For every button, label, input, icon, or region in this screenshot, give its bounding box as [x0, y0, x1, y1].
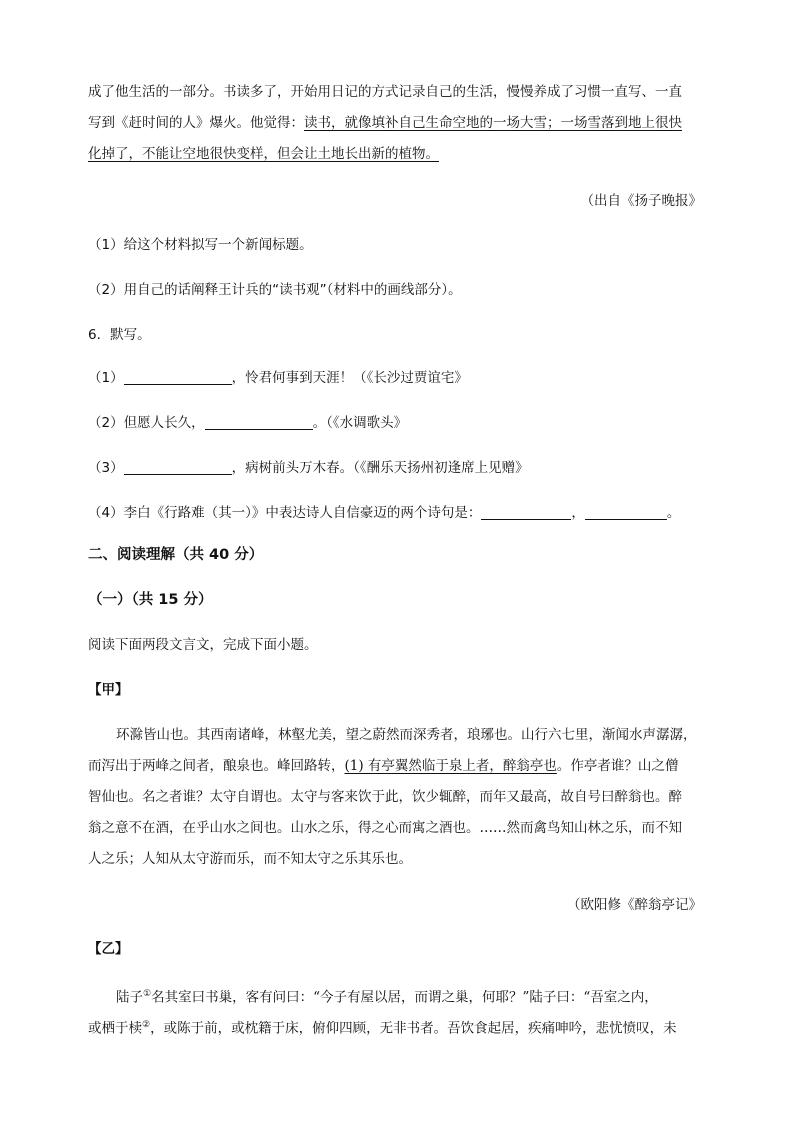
- jia-line-4: 翁之意不在酒，在乎山水之间也。山水之乐，得之心而寓之酒也。……然而禽鸟知山林之乐，而不知: [88, 820, 682, 836]
- passage-line-2-plain: 写到《赶时间的人》爆火。他觉得：: [88, 115, 304, 131]
- jia-label: 【甲】: [88, 682, 129, 698]
- passage-source: （出自《扬子晚报》: [580, 193, 702, 209]
- blank-1[interactable]: [124, 370, 232, 385]
- yi-line-1-a: 陆子: [116, 989, 143, 1006]
- q6-item-1: [88, 368, 468, 388]
- q6-item-2-suffix: 。（《水调歌头》: [312, 415, 408, 431]
- note-marker-2: ②: [142, 1020, 151, 1030]
- q5-item-1: （1）给这个材料拟写一个新闻标题。: [88, 237, 313, 253]
- q6-item-2-prefix: （2）但愿人长久，: [88, 415, 205, 431]
- passage-line-2: [88, 113, 682, 133]
- jia-line-5: 人之乐；人知从太守游而乐，而不知太守之乐其乐也。: [88, 851, 412, 867]
- reading-instruction: 阅读下面两段文言文，完成下面小题。: [88, 637, 318, 653]
- jia-line-2-b: 。作亭者谁？山之僧: [556, 758, 679, 774]
- passage-line-1: 成了他生活的一部分。书读多了，开始用日记的方式记录自己的生活，慢慢养成了习惯一直写、一直: [88, 84, 682, 100]
- jia-line-2-a: 而泻出于两峰之间者，酿泉也。峰回路转，: [88, 758, 345, 774]
- q6-item-4-suffix: 。: [666, 505, 681, 521]
- yi-line-1-b: 名其室曰书巢，客有问曰：“今子有屋以居，而谓之巢，何耶？”陆子曰：“吾室之内，: [151, 989, 658, 1006]
- yi-line-2: [88, 1015, 677, 1039]
- jia-line-3: 智仙也。名之者谁？太守自谓也。太守与客来饮于此，饮少辄醉，而年又最高，故自号曰醉翁也。醉: [88, 789, 682, 805]
- yi-line-2-b: ，或陈于前，或枕籍于床，俯仰四顾，无非书者。吾饮食起居，疾痛呻吟，悲忧愤叹，未: [150, 1020, 677, 1037]
- passage-line-3: [88, 144, 439, 164]
- yi-line-2-a: 或栖于椟: [88, 1020, 142, 1037]
- q6-item-2: [88, 413, 407, 433]
- note-marker-1: ①: [143, 989, 152, 999]
- q6-item-1-suffix: ，怜君何事到天涯！（《长沙过贾谊宅》: [231, 370, 468, 386]
- yi-label: 【乙】: [88, 941, 129, 957]
- q6-item-3: [88, 458, 529, 478]
- q6-item-4-prefix: （4）李白《行路难（其一）》中表达诗人自信豪迈的两个诗句是：: [88, 505, 482, 521]
- q6-item-1-prefix: （1）: [88, 370, 124, 386]
- section-2-sub-heading: （一）（共 15 分）: [88, 592, 213, 608]
- underlined-reading-view-1: 读书，就像填补自己生命空地的一场大雪；一场雪落到地上很快: [304, 115, 682, 131]
- underlined-reading-view-2: 化掉了，不能让空地很快变样，但会让土地长出新的植物。: [88, 146, 439, 162]
- q6-item-4-mid: ，: [571, 505, 585, 521]
- q6-title: 6．默写。: [88, 327, 151, 343]
- jia-line-2: [88, 756, 678, 776]
- jia-line-1: 环滁皆山也。其西南诸峰，林壑尤美，望之蔚然而深秀者，琅琊也。山行六七里，渐闻水声潺潺，: [116, 727, 697, 743]
- q5-item-2: （2）用自己的话阐释王计兵的“读书观”（材料中的画线部分）。: [88, 282, 462, 298]
- jia-source: （欧阳修《醉翁亭记》: [567, 897, 702, 913]
- blank-5[interactable]: [585, 505, 667, 520]
- jia-underlined-sentence: (1) 有亭翼然临于泉上者，醉翁亭也: [344, 758, 557, 774]
- section-2-heading: 二、阅读理解（共 40 分）: [88, 547, 264, 563]
- blank-2[interactable]: [205, 415, 313, 430]
- blank-4[interactable]: [481, 505, 571, 520]
- q6-item-4: [88, 503, 680, 523]
- q6-item-3-suffix: ，病树前头万木春。（《酬乐天扬州初逢席上见赠》: [231, 460, 529, 476]
- blank-3[interactable]: [124, 460, 232, 475]
- yi-line-1: [116, 984, 658, 1008]
- q6-item-3-prefix: （3）: [88, 460, 124, 476]
